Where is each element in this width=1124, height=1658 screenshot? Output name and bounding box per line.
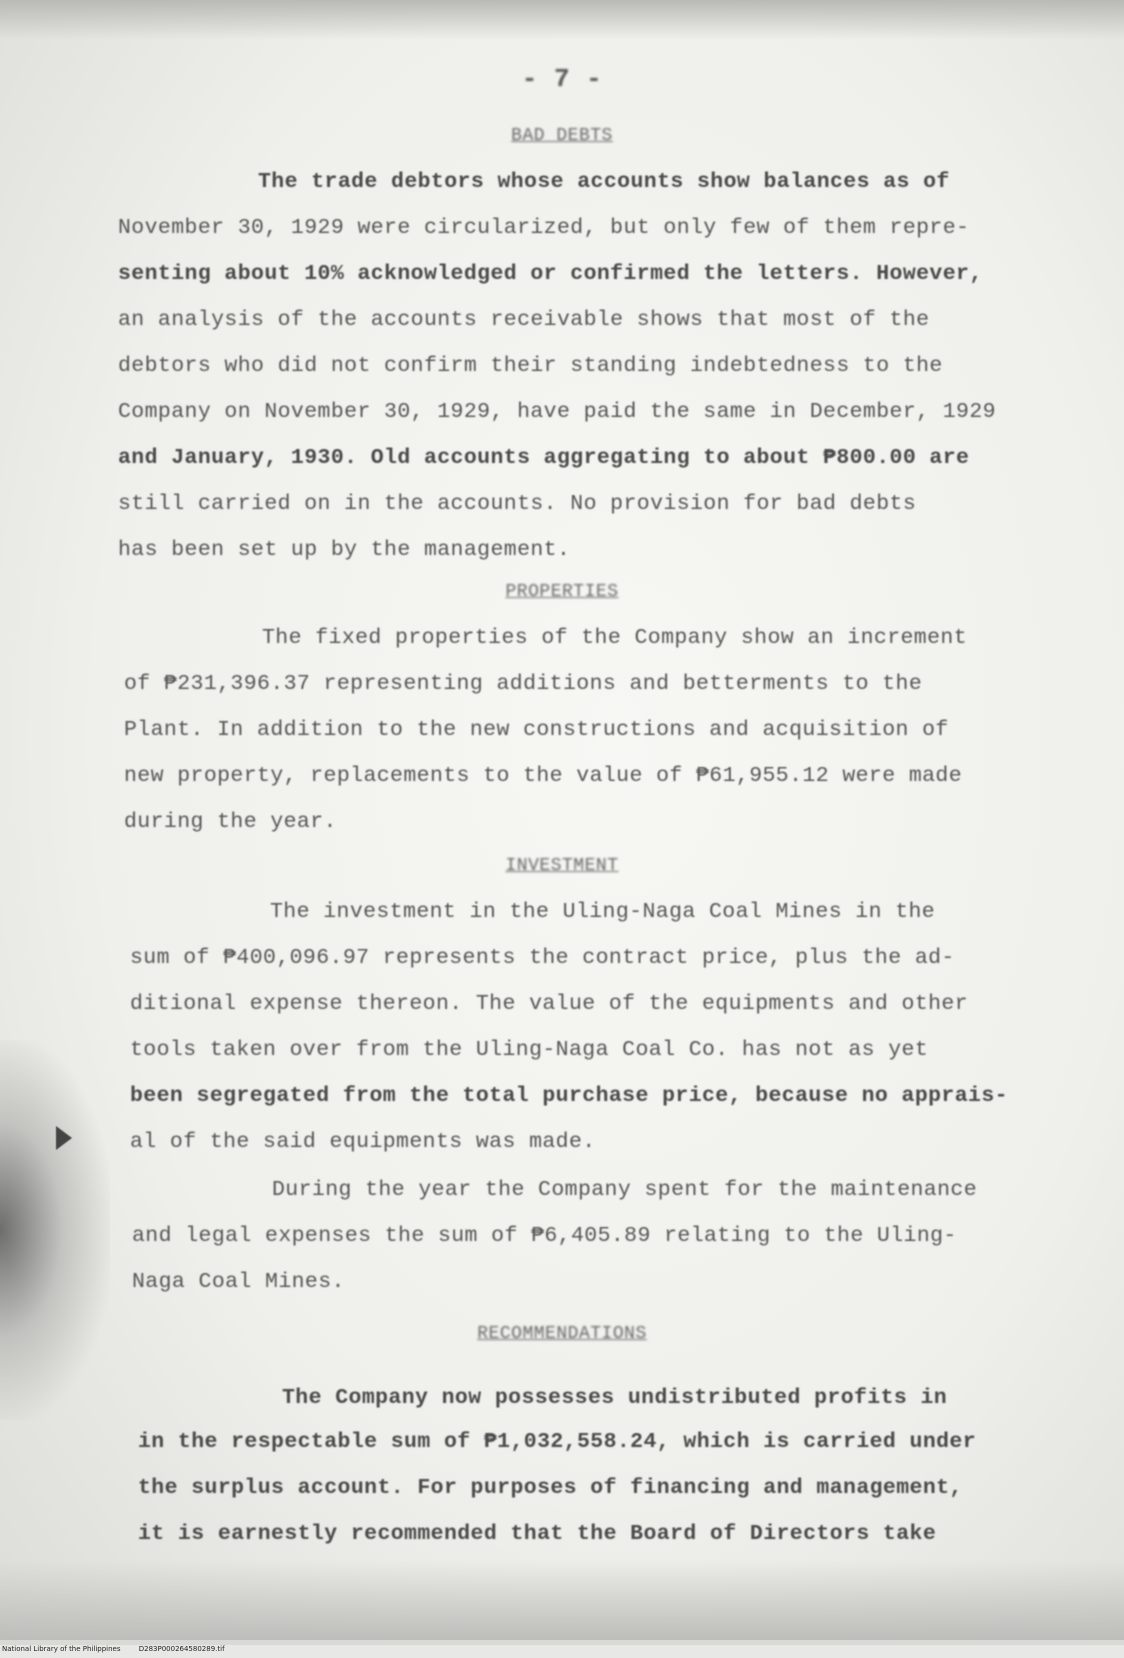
- bad-debts-line-7: and January, 1930. Old accounts aggregating to about ₱800.00 are: [118, 446, 970, 470]
- investment-line-2: sum of ₱400,096.97 represents the contract price, plus the ad-: [130, 946, 955, 970]
- recommendations-line-3: the surplus account. For purposes of financing and management,: [138, 1476, 963, 1500]
- bad-debts-line-6: Company on November 30, 1929, have paid the same in December, 1929: [118, 400, 996, 424]
- bad-debts-line-9: has been set up by the management.: [118, 538, 571, 562]
- bad-debts-line-2: November 30, 1929 were circularized, but only few of them repre-: [118, 216, 970, 240]
- properties-heading: PROPERTIES: [505, 582, 619, 602]
- footer-file-id: D283P000264580289.tif: [138, 1645, 225, 1653]
- properties-line-2: of ₱231,396.37 representing additions and betterments to the: [124, 672, 923, 696]
- bad-debts-line-3: senting about 10% acknowledged or confirmed the letters. However,: [118, 262, 983, 286]
- properties-line-3: Plant. In addition to the new constructions and acquisition of: [124, 718, 949, 742]
- properties-line-4: new property, replacements to the value of ₱61,955.12 were made: [124, 764, 963, 788]
- investment-line-4: tools taken over from the Uling-Naga Coal Co. has not as yet: [130, 1038, 929, 1062]
- page-arrow-marker: [56, 1126, 72, 1150]
- investment-line-9: Naga Coal Mines.: [132, 1270, 345, 1294]
- investment-line-5: been segregated from the total purchase price, because no apprais-: [130, 1084, 1008, 1108]
- footer-library: National Library of the Philippines: [2, 1645, 121, 1653]
- properties-line-5: during the year.: [124, 810, 337, 834]
- bad-debts-line-4: an analysis of the accounts receivable shows that most of the: [118, 308, 930, 332]
- bad-debts-line-5: debtors who did not confirm their standing indebtedness to the: [118, 354, 943, 378]
- scan-shadow-left: [0, 1040, 110, 1420]
- investment-line-6: al of the said equipments was made.: [130, 1130, 596, 1154]
- bad-debts-line-8: still carried on in the accounts. No provision for bad debts: [118, 492, 917, 516]
- recommendations-line-1: The Company now possesses undistributed profits in: [282, 1386, 948, 1410]
- investment-heading: INVESTMENT: [505, 856, 619, 876]
- properties-line-1: The fixed properties of the Company show an increment: [262, 626, 968, 650]
- investment-line-7: During the year the Company spent for the maintenance: [272, 1178, 978, 1202]
- recommendations-line-4: it is earnestly recommended that the Board of Directors take: [138, 1522, 937, 1546]
- investment-line-8: and legal expenses the sum of ₱6,405.89 relating to the Uling-: [132, 1224, 957, 1248]
- scan-shadow-bottom: [0, 1560, 1124, 1640]
- scan-shadow-top: [0, 0, 1124, 40]
- recommendations-line-2: in the respectable sum of ₱1,032,558.24, which is carried under: [138, 1430, 977, 1454]
- investment-line-1: The investment in the Uling-Naga Coal Mines in the: [270, 900, 936, 924]
- investment-line-3: ditional expense thereon. The value of the equipments and other: [130, 992, 969, 1016]
- bad-debts-heading: BAD DEBTS: [511, 126, 613, 146]
- recommendations-heading: RECOMMENDATIONS: [477, 1324, 647, 1344]
- bad-debts-line-1: The trade debtors whose accounts show balances as of: [258, 170, 950, 194]
- scan-footer: [0, 1645, 1124, 1658]
- page-number: - 7 -: [521, 64, 603, 94]
